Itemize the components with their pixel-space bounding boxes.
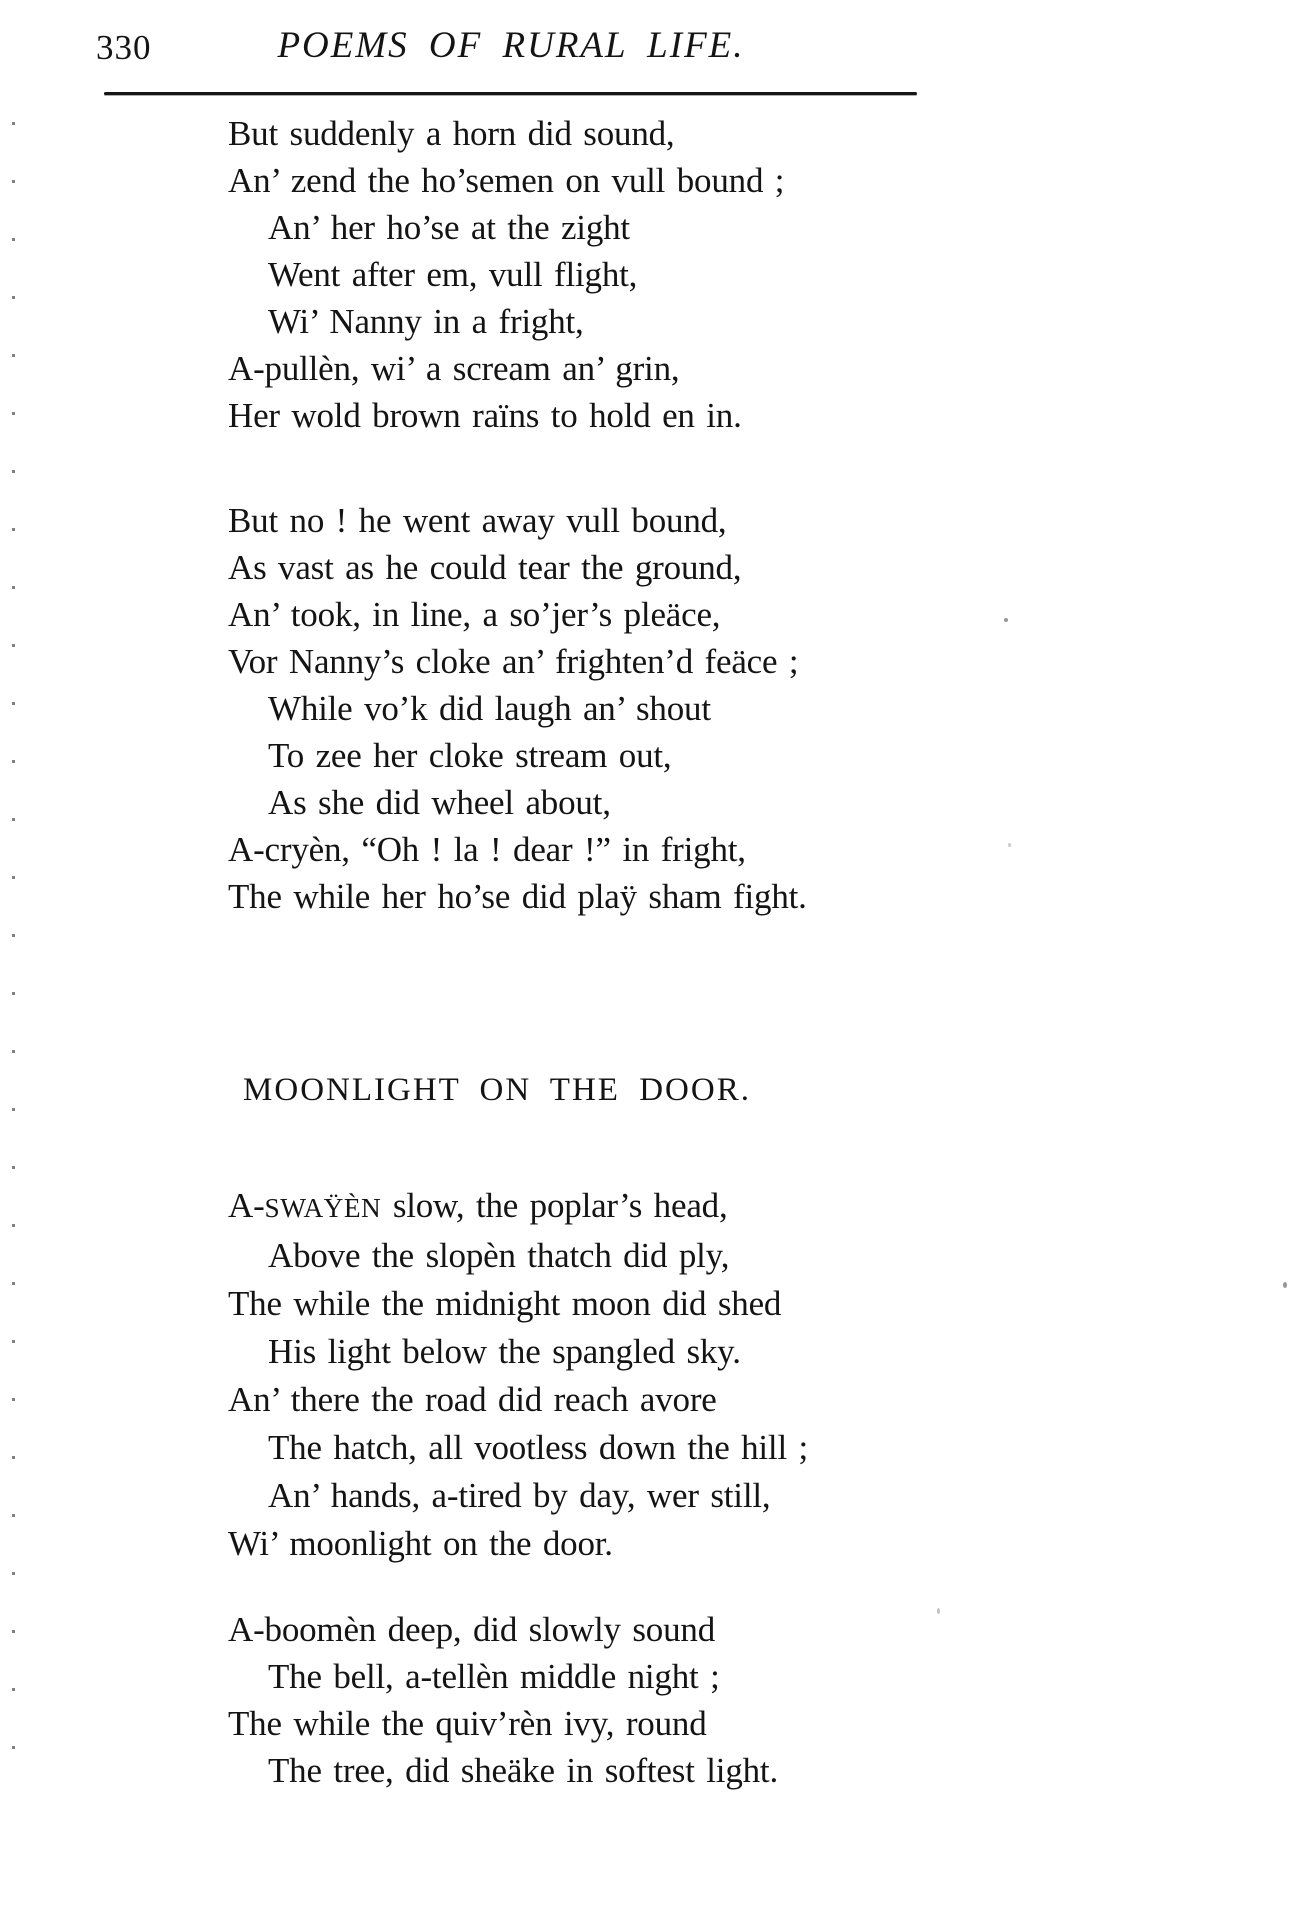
small-caps-word: SWAŸÈN (264, 1193, 382, 1223)
page-number: 330 (96, 28, 152, 67)
stanza-continuation-1 (228, 110, 784, 439)
poem-line: The while the midnight moon did shed (228, 1284, 782, 1323)
poem-line: The while her ho’se did plaÿ sham fight. (228, 877, 807, 916)
scan-speck (937, 1608, 940, 1614)
binding-scan-artifact (12, 122, 15, 1762)
poem-line: A-boomèn deep, did slowly sound (228, 1610, 715, 1649)
poem-line: An’ zend the ho’semen on vull bound ; (228, 161, 785, 200)
stanza-moonlight-1 (228, 1182, 808, 1568)
poem-line: Went after em, vull flight, (268, 255, 638, 294)
scan-speck (1008, 843, 1011, 847)
poem-line: Above the slopèn thatch did ply, (268, 1236, 730, 1275)
poem-line: An’ took, in line, a so’jer’s pleäce, (228, 595, 721, 634)
header-rule (104, 92, 917, 95)
poem-line: But no ! he went away vull bound, (228, 501, 727, 540)
poem-line: Vor Nanny’s cloke an’ frighten’d feäce ; (228, 642, 799, 681)
poem-line: His light below the spangled sky. (268, 1332, 741, 1371)
poem-line: An’ there the road did reach avore (228, 1380, 717, 1419)
poem-line: While vo’k did laugh an’ shout (268, 689, 711, 728)
poem-line: Wi’ Nanny in a fright, (268, 302, 584, 341)
line-rest: slow, the poplar’s head, (381, 1186, 728, 1225)
poem-line: An’ hands, a-tired by day, wer still, (268, 1476, 771, 1515)
poem-line: Wi’ moonlight on the door. (228, 1524, 613, 1563)
running-header-title: POEMS OF RURAL LIFE. (277, 25, 745, 66)
poem-line (228, 1182, 808, 1232)
line-prefix: A- (228, 1186, 265, 1225)
poem-line: The hatch, all vootless down the hill ; (268, 1428, 809, 1467)
poem-line: The bell, a-tellèn middle night ; (268, 1657, 720, 1696)
poem-line: A-pullèn, wi’ a scream an’ grin, (228, 349, 680, 388)
poem-line: To zee her cloke stream out, (268, 736, 672, 775)
stanza-moonlight-2 (228, 1606, 778, 1794)
scan-speck (1283, 1282, 1287, 1288)
scan-speck (1004, 618, 1008, 622)
poem-line: The while the quiv’rèn ivy, round (228, 1704, 707, 1743)
poem-line: But suddenly a horn did sound, (228, 114, 675, 153)
stanza-continuation-2 (228, 497, 807, 920)
poem-line: A-cryèn, “Oh ! la ! dear !” in fright, (228, 830, 746, 869)
poem-line: Her wold brown raïns to hold en in. (228, 396, 742, 435)
poem-line: As vast as he could tear the ground, (228, 548, 742, 587)
poem-title: MOONLIGHT ON THE DOOR. (243, 1072, 751, 1108)
poem-line: As she did wheel about, (268, 783, 611, 822)
poem-line: The tree, did sheäke in softest light. (268, 1751, 778, 1790)
poem-line: An’ her ho’se at the zight (268, 208, 630, 247)
